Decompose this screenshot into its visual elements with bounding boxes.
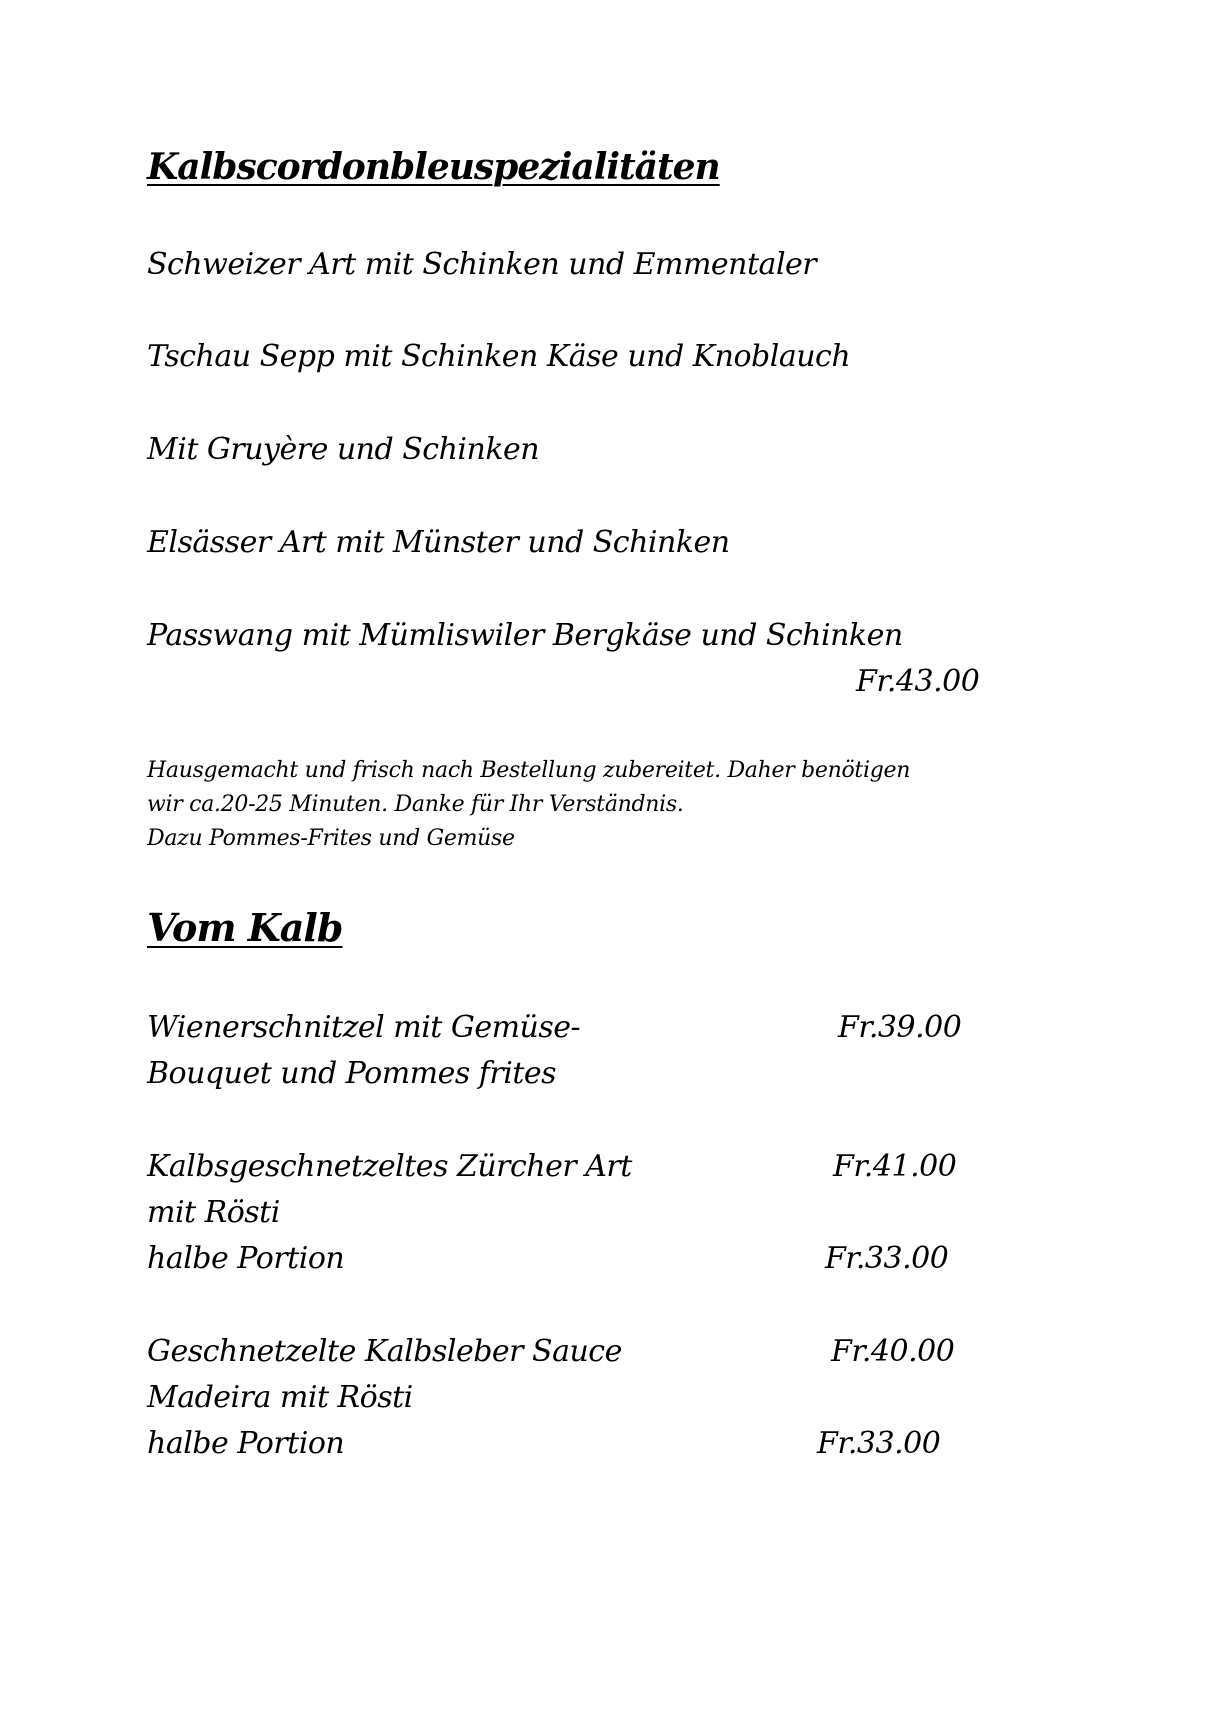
section-title-cordon-bleu: Kalbscordonbleuspezialitäten [147,146,720,188]
section-title-vom-kalb: Vom Kalb [147,905,343,950]
dish-line: mit Rösti [147,1195,280,1230]
price-half-portion: Fr.33.00 [825,1241,949,1276]
dish-line: Wienerschnitzel mit Gemüse- [147,1010,581,1045]
note-line: wir ca.20-25 Minuten. Danke für Ihr Verständnis. [147,792,684,817]
price: Fr.40.00 [831,1334,955,1369]
dish-line: Bouquet und Pommes frites [147,1056,557,1091]
dish-line: Madeira mit Rösti [147,1380,413,1415]
price: Fr.43.00 [856,664,980,699]
menu-item: Tschau Sepp mit Schinken Käse und Knoblauch [147,339,851,374]
dish-line: Geschnetzelte Kalbsleber Sauce [147,1334,622,1369]
menu-item: Passwang mit Mümliswiler Bergkäse und Schinken [147,618,903,653]
note-line: Dazu Pommes-Frites und Gemüse [147,826,515,851]
dish-line: halbe Portion [147,1241,345,1276]
menu-item: Elsässer Art mit Münster und Schinken [147,525,730,560]
price-half-portion: Fr.33.00 [817,1426,941,1461]
menu-item: Mit Gruyère und Schinken [147,432,540,467]
price: Fr.41.00 [833,1149,957,1184]
menu-item: Schweizer Art mit Schinken und Emmentaler [147,247,817,282]
dish-line: halbe Portion [147,1426,345,1461]
note-line: Hausgemacht und frisch nach Bestellung zubereitet. Daher benötigen [147,758,911,783]
price: Fr.39.00 [838,1010,962,1045]
dish-line: Kalbsgeschnetzeltes Zürcher Art [147,1149,632,1184]
